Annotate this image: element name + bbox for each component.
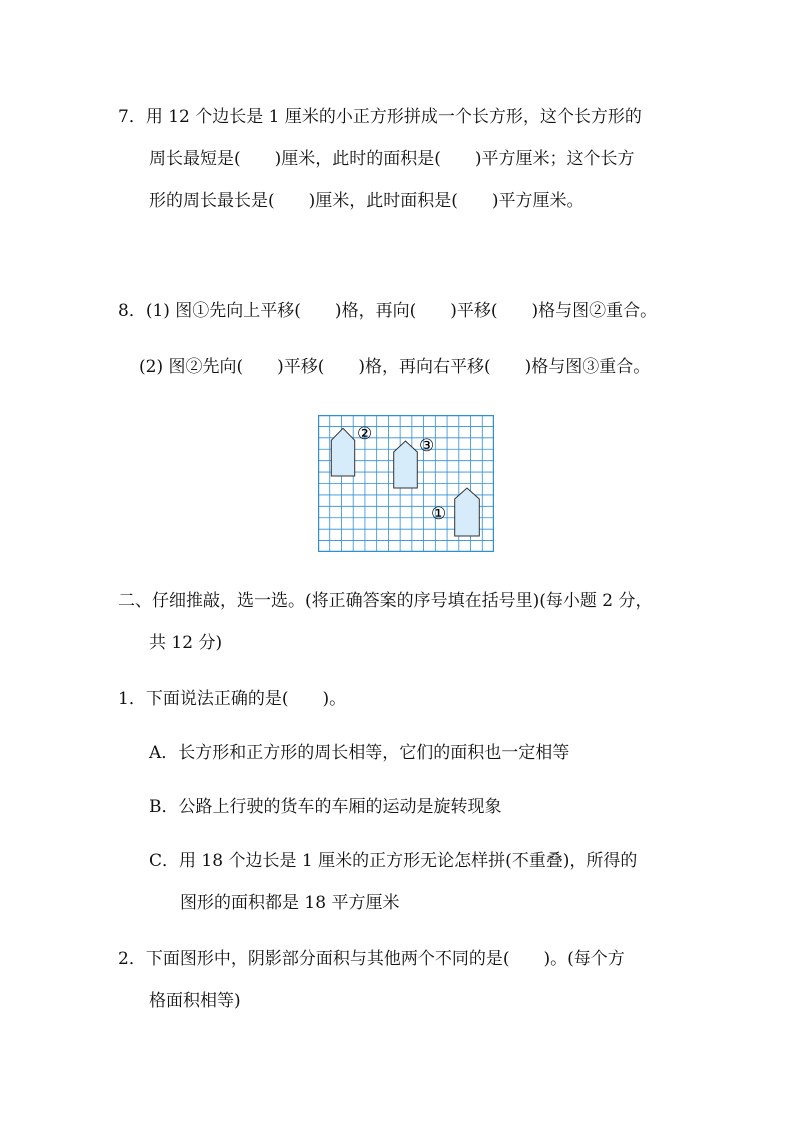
grid-figure-svg <box>318 415 494 552</box>
s2-q1-option-c-line-2: 图形的面积都是 18 平方厘米 <box>180 893 400 913</box>
shape-3-house <box>394 441 418 488</box>
shape-1-house <box>455 488 480 536</box>
shape-3-label: ③ <box>419 436 435 456</box>
s2-q1-option-c-line-1: C．用 18 个边长是 1 厘米的正方形无论怎样拼(不重叠)，所得的 <box>149 851 638 871</box>
q7-line-3: 形的周长最长是( )厘米，此时面积是( )平方厘米。 <box>149 191 584 211</box>
shape-2-house <box>331 428 354 476</box>
s2-q1-option-a: A．长方形和正方形的周长相等，它们的面积也一定相等 <box>149 743 570 763</box>
s2-q1-stem: 1．下面说法正确的是( )。 <box>118 689 347 709</box>
q7-line-2: 周长最短是( )厘米，此时的面积是( )平方厘米；这个长方 <box>149 149 635 169</box>
shape-2-label: ② <box>357 424 373 444</box>
section-2-heading-line-1: 二、仔细推敲，选一选。(将正确答案的序号填在括号里)(每小题 2 分， <box>118 591 653 611</box>
s2-q1-option-b: B．公路上行驶的货车的车厢的运动是旋转现象 <box>149 797 502 817</box>
q7-line-1: 7．用 12 个边长是 1 厘米的小正方形拼成一个长方形，这个长方形的 <box>118 107 642 127</box>
s2-q2-line-2: 格面积相等) <box>149 991 241 1011</box>
translation-grid-figure <box>318 415 494 552</box>
shape-1-label: ① <box>431 504 447 524</box>
q8-line-2: (2) 图②先向( )平移( )格，再向右平移( )格与图③重合。 <box>139 357 651 377</box>
s2-q2-line-1: 2．下面图形中，阴影部分面积与其他两个不同的是( )。(每个方 <box>118 949 625 969</box>
q8-line-1: 8．(1) 图①先向上平移( )格，再向( )平移( )格与图②重合。 <box>118 301 658 321</box>
section-2-heading-line-2: 共 12 分) <box>149 633 223 653</box>
